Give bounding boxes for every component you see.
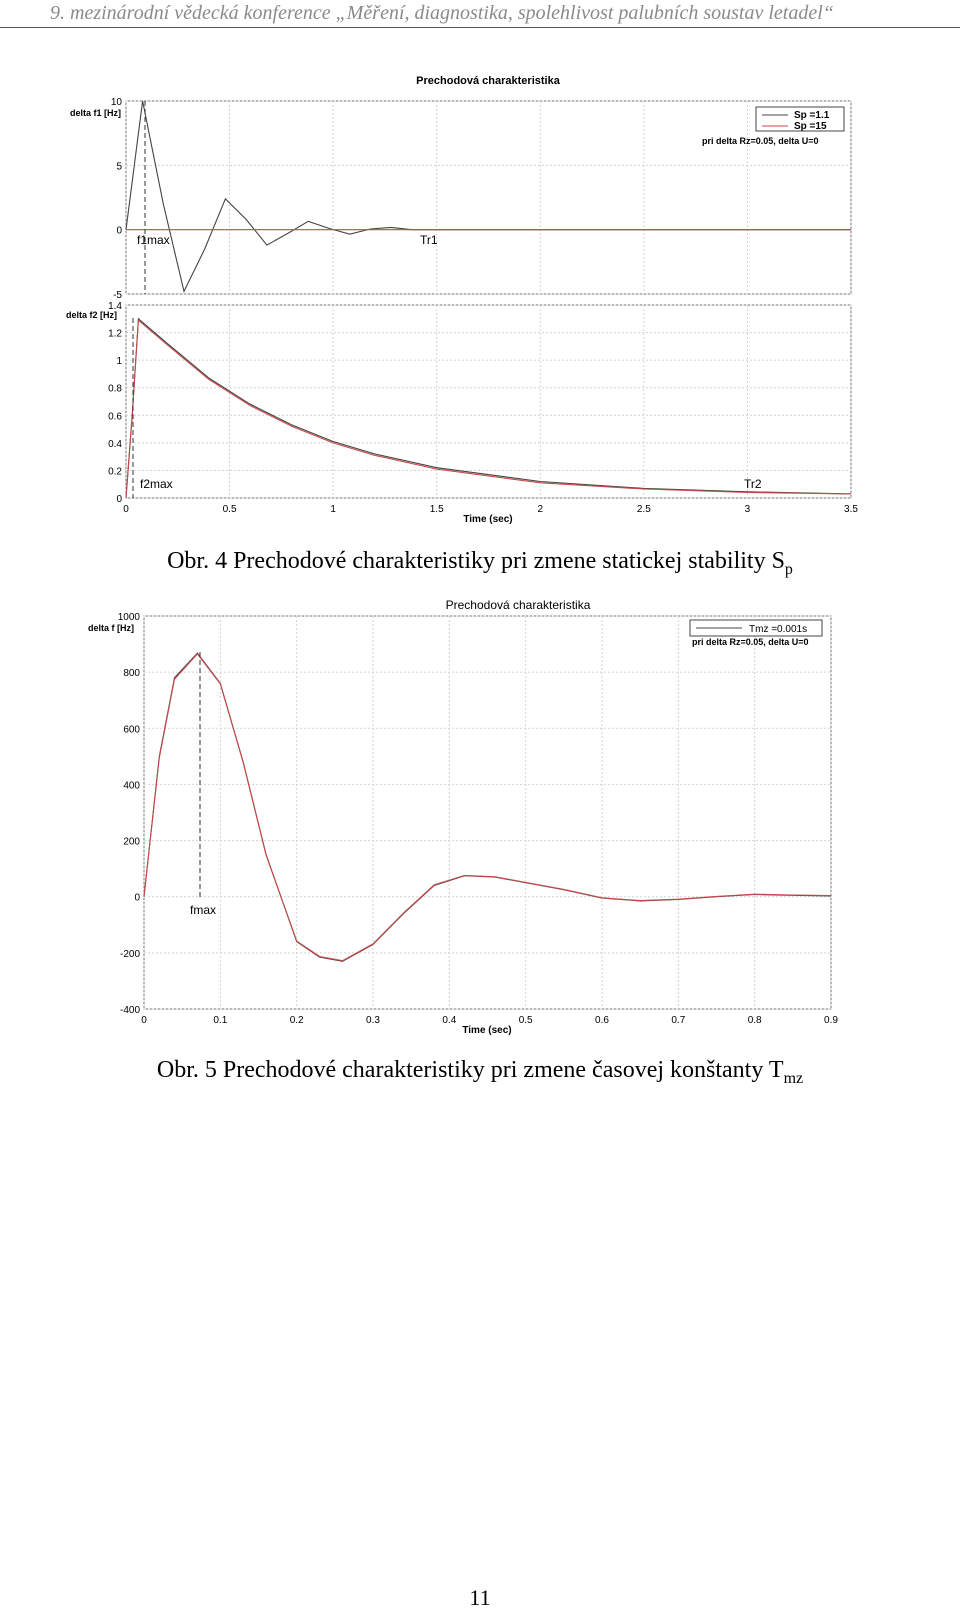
y-tick-label: 0.2: [108, 466, 122, 478]
fig4-legend-note: pri delta Rz=0.05, delta U=0: [702, 136, 819, 146]
tr2-label: Tr2: [744, 477, 762, 491]
x-tick-label: 0.9: [824, 1015, 838, 1026]
x-tick-label: 2: [537, 504, 544, 515]
fig5-xlabel: Time (sec): [462, 1025, 512, 1036]
x-tick-label: 0.8: [747, 1015, 762, 1026]
f1max-label: f1max: [137, 233, 170, 247]
x-tick-label: 3: [744, 504, 751, 515]
x-tick-label: 0.7: [671, 1015, 686, 1026]
figure-4-chart: [0, 0, 960, 540]
fig4-legend: [756, 107, 844, 132]
fig5-legend: [690, 620, 822, 636]
f2max-label: f2max: [140, 477, 173, 491]
y-tick-label: -400: [119, 1005, 140, 1016]
fig5-ylabel: delta f [Hz]: [88, 623, 134, 633]
fig5-plot: [88, 612, 838, 1036]
fig4-top-ylabel: delta f1 [Hz]: [70, 108, 122, 118]
fig4-bottom-plot-frame: [126, 305, 851, 498]
fig4-title: Prechodová charakteristika: [416, 75, 560, 87]
x-tick-label: 0.2: [289, 1015, 304, 1026]
fig5-legend-note: pri delta Rz=0.05, delta U=0: [692, 637, 809, 647]
legend-tmz: Tmz =0.001s: [749, 624, 808, 635]
y-tick-label: 1.4: [108, 301, 122, 312]
y-tick-label: 200: [123, 836, 140, 848]
fmax-label: fmax: [190, 903, 217, 917]
fig4-top-plot-frame: [126, 101, 851, 294]
y-tick-label: 1000: [117, 612, 140, 623]
x-tick-label: 0: [123, 504, 129, 515]
y-tick-label: 5: [116, 161, 122, 173]
figure-5-caption: [0, 1057, 960, 1088]
x-tick-label: 2.5: [636, 504, 651, 515]
x-tick-label: 0.5: [518, 1015, 533, 1026]
figure-5-chart: [0, 590, 960, 1050]
x-tick-label: 0.5: [222, 504, 237, 515]
x-tick-label: 0.4: [442, 1015, 457, 1026]
figure-5-caption-text: Obr. 5 Prechodové charakteristiky pri zmene časovej konštanty T: [156, 1057, 784, 1083]
figure-5-caption-sub: mz: [783, 1069, 804, 1087]
x-tick-label: 3.5: [844, 504, 858, 515]
fig5-plot-frame: [144, 616, 831, 1009]
y-tick-label: 0.6: [108, 411, 122, 423]
y-tick-label: 0.4: [108, 438, 122, 450]
y-tick-label: 400: [123, 780, 140, 792]
y-tick-label: 1: [116, 356, 122, 368]
figure-4-caption-sub: p: [784, 560, 793, 578]
y-tick-label: -200: [119, 948, 140, 960]
x-tick-label: 0: [141, 1015, 147, 1026]
x-tick-label: 0.1: [213, 1015, 228, 1026]
y-tick-label: 1.2: [108, 328, 122, 340]
x-tick-label: 0.6: [595, 1015, 609, 1026]
x-tick-label: 1.5: [429, 504, 444, 515]
y-tick-label: 10: [110, 97, 122, 108]
figure-4-caption-text: Obr. 4 Prechodové charakteristiky pri zmene statickej stability S: [167, 548, 785, 574]
page-number: 11: [469, 1585, 491, 1610]
x-tick-label: 1: [330, 504, 336, 515]
legend-sp15: Sp =15: [794, 121, 827, 132]
y-tick-label: 0: [116, 225, 122, 237]
fig4-xlabel: Time (sec): [463, 514, 513, 525]
figure-4-caption: [0, 548, 960, 579]
fig4-bottom-ylabel: delta f2 [Hz]: [66, 310, 118, 320]
y-tick-label: -5: [113, 290, 122, 301]
fig4-bottom-plot: [66, 301, 858, 525]
tr1-label: Tr1: [420, 233, 438, 247]
y-tick-label: 600: [123, 724, 140, 736]
page-header: 9. mezinárodní vědecká konference „Měření, diagnostika, spolehlivost palubních soustav letadel“: [0, 0, 960, 28]
fig5-title: Prechodová charakteristika: [445, 598, 591, 612]
y-tick-label: 0: [116, 494, 122, 505]
y-tick-label: 0.8: [108, 383, 122, 395]
y-tick-label: 800: [123, 668, 140, 680]
x-tick-label: 0.3: [366, 1015, 380, 1026]
fig4-top-plot: [70, 97, 851, 301]
legend-sp11: Sp =1.1: [794, 110, 830, 121]
y-tick-label: 0: [134, 892, 140, 904]
